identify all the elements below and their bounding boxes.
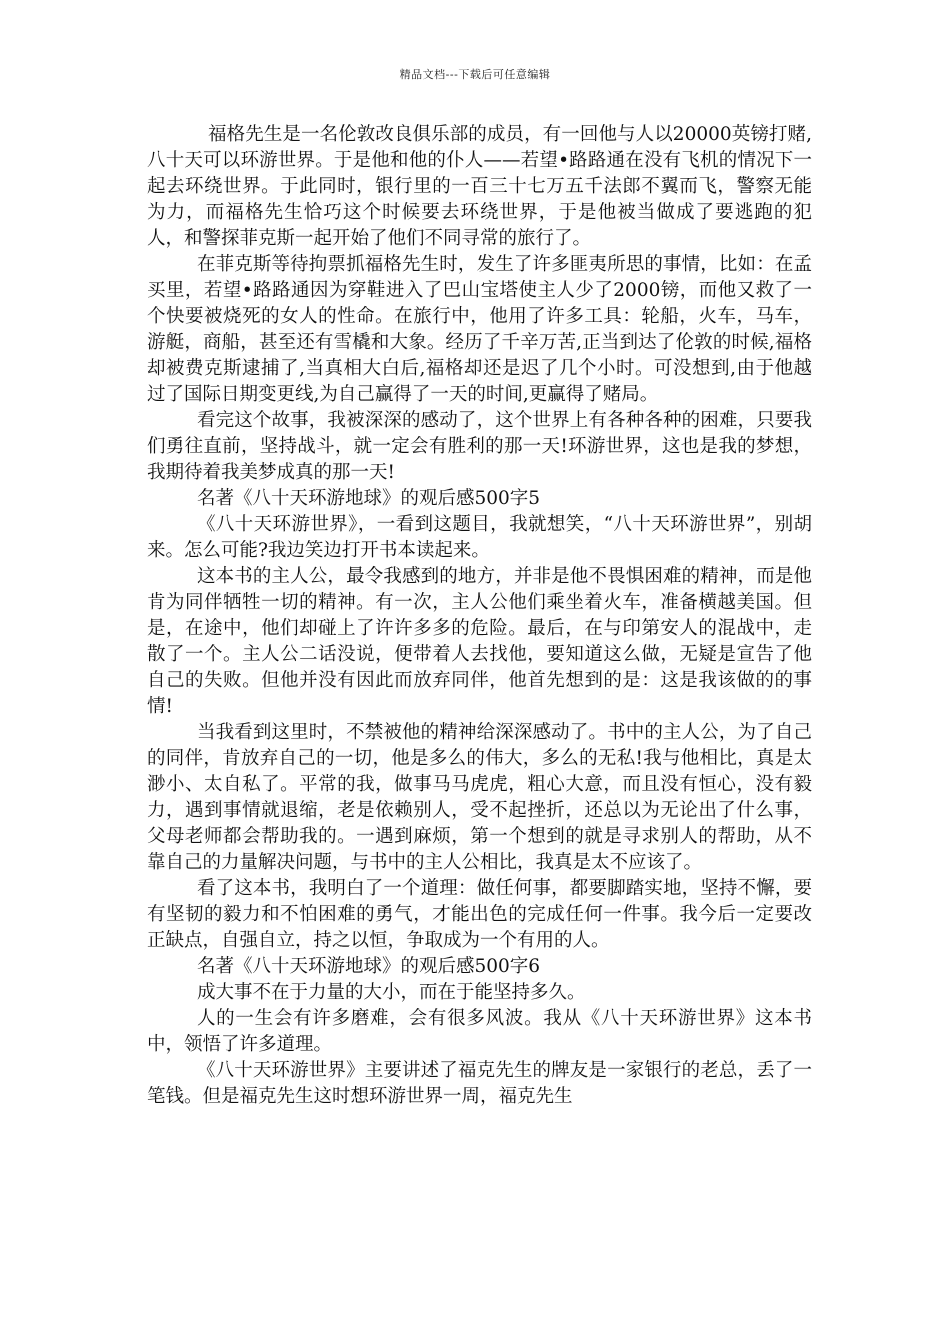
paragraph: 成大事不在于力量的大小，而在于能坚持多久。	[196, 982, 586, 1003]
document-body	[147, 122, 812, 1110]
paragraph: 福格先生是一名伦敦改良俱乐部的成员，有一回他与人以20000英镑打赌,八十天可以环游世界。于是他和他的仆人——若望•路路通在没有飞机的情况下一起去环绕世界。于此同时，银行里的一百三十七万五千法郎不翼而飞，警察无能为力，而福格先生恰巧这个时候要去环绕世界，于是他被当做成了要逃跑的犯人，和警探菲克斯一起开始了他们不同寻常的旅行了。	[147, 124, 812, 249]
paragraph: 看完这个故事，我被深深的感动了，这个世界上有各种各种的困难，只要我们勇往直前，坚持战斗，就一定会有胜利的那一天!环游世界，这也是我的梦想，我期待着我美梦成真的那一天!	[147, 410, 812, 483]
paragraph: 当我看到这里时，不禁被他的精神给深深感动了。书中的主人公，为了自己的同伴，肯放弃自己的一切，他是多么的伟大，多么的无私!我与他相比，真是太渺小、太自私了。平常的我，做事马马虎虎，粗心大意，而且没有恒心，没有毅力，遇到事情就退缩，老是依赖别人，受不起挫折，还总以为无论出了什么事，父母老师都会帮助我的。一遇到麻烦，第一个想到的就是寻求别人的帮助，从不靠自己的力量解决问题，与书中的主人公相比，我真是太不应该了。	[147, 722, 812, 873]
section-heading: 名著《八十天环游地球》的观后感500字5	[196, 488, 541, 509]
section-heading: 名著《八十天环游地球》的观后感500字6	[196, 956, 541, 977]
paragraph: 人的一生会有许多磨难，会有很多风波。我从《八十天环游世界》这本书中，领悟了许多道理。	[147, 1008, 812, 1055]
paragraph: 《八十天环游世界》主要讲述了福克先生的牌友是一家银行的老总，丢了一笔钱。但是福克先生这时想环游世界一周，福克先生	[147, 1060, 812, 1107]
paragraph: 《八十天环游世界》，一看到这题目，我就想笑，“八十天环游世界”，别胡来。怎么可能?我边笑边打开书本读起来。	[147, 514, 812, 561]
paragraph: 在菲克斯等待拘票抓福格先生时，发生了许多匪夷所思的事情，比如：在孟买里，若望•路路通因为穿鞋进入了巴山宝塔使主人少了2000镑，而他又救了一个快要被烧死的女人的性命。在旅行中，他用了许多工具：轮船，火车，马车，游艇，商船，甚至还有雪橇和大象。经历了千辛万苦,正当到达了伦敦的时候,福格却被费克斯逮捕了,当真相大白后,福格却还是迟了几个小时。可没想到,由于他越过了国际日期变更线,为自己赢得了一天的时间,更赢得了赌局。	[147, 254, 812, 405]
page-header: 精品文档---下载后可任意编辑	[399, 68, 551, 81]
paragraph: 看了这本书，我明白了一个道理：做任何事，都要脚踏实地，坚持不懈，要有坚韧的毅力和不怕困难的勇气，才能出色的完成任何一件事。我今后一定要改正缺点，自强自立，持之以恒，争取成为一个有用的人。	[147, 878, 812, 951]
paragraph: 这本书的主人公，最令我感到的地方，并非是他不畏惧困难的精神，而是他肯为同伴牺牲一切的精神。有一次，主人公他们乘坐着火车，准备横越美国。但是，在途中，他们却碰上了许许多多的危险。最后，在与印第安人的混战中，走散了一个。主人公二话没说，便带着人去找他，要知道这么做，无疑是宣告了他自己的失败。但他并没有因此而放弃同伴，他首先想到的是：这是我该做的的事情!	[147, 566, 812, 717]
